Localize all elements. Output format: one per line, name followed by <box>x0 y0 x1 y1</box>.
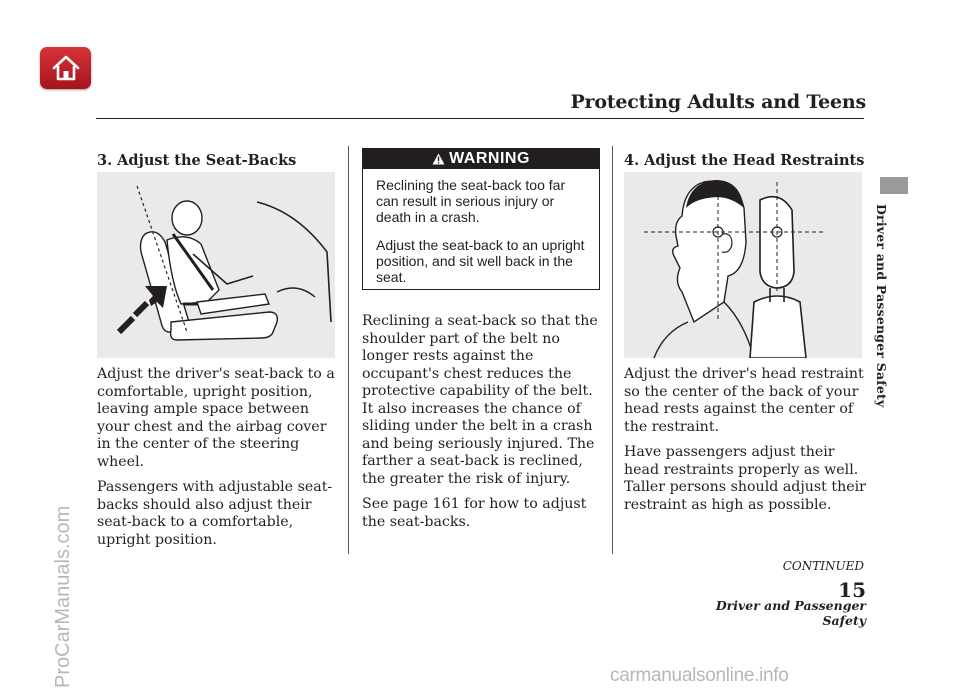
warning-line-1: Reclining the seat-back too far can result in serious injury or death in a crash. <box>376 177 566 225</box>
head-restraints-paragraph-2: Have passengers adjust their head restraints properly as well. Taller persons should adjust their restraint as high as possible. <box>624 444 866 513</box>
seat-backs-paragraph-2: Passengers with adjustable seat-backs should also adjust their seat-back to a comfortable, upright position. <box>97 479 333 548</box>
home-icon <box>51 55 81 81</box>
recline-paragraph-2: See page 161 for how to adjust the seat-backs. <box>362 496 587 530</box>
seated-driver-illustration <box>97 172 335 358</box>
side-watermark: ProCarManuals.com <box>52 505 74 688</box>
continued-label: CONTINUED <box>782 559 864 573</box>
warning-text <box>363 169 599 285</box>
seat-backs-paragraph-1: Adjust the driver's seat-back to a comfortable, upright position, leaving ample space between your chest and the airbag cover in the center of the steering wheel. <box>97 366 335 470</box>
column-divider-left <box>348 146 349 554</box>
warning-line-2: Adjust the seat-back to an upright position, and sit well back in the seat. <box>376 237 585 285</box>
page-number: 15 <box>838 578 866 602</box>
warning-triangle-icon <box>432 153 445 165</box>
seat-backs-text <box>97 366 341 557</box>
section-tab-marker <box>880 177 908 194</box>
head-restraints-text <box>624 366 868 522</box>
head-restraints-heading: 4. Adjust the Head Restraints <box>624 152 865 169</box>
head-restraints-paragraph-1: Adjust the driver's head restraint so the center of the back of your head rests against the center of the restraint. <box>624 366 864 435</box>
warning-label: WARNING <box>449 150 530 167</box>
recline-text <box>362 313 606 539</box>
seat-back-illustration <box>97 172 335 358</box>
warning-box <box>362 148 600 290</box>
recline-paragraph-1: Reclining a seat-back so that the shoulder part of the belt no longer rests against the occupant's chest reduces the protective capability of the belt. It also increases the chance of sliding under the belt in a crash and being seriously injured. The farther a seat-back is reclined, the greater the risk of injury. <box>362 313 598 487</box>
home-button[interactable] <box>40 47 91 89</box>
warning-header <box>363 149 599 169</box>
footer-section-label: Driver and Passenger Safety <box>715 598 866 628</box>
column-divider-right <box>612 146 613 554</box>
header-divider <box>96 118 864 119</box>
head-restraint-profile-illustration <box>624 172 862 358</box>
section-tab-label: Driver and Passenger Safety <box>874 204 889 408</box>
page-title: Protecting Adults and Teens <box>570 91 866 113</box>
head-restraint-illustration <box>624 172 862 358</box>
seat-backs-heading: 3. Adjust the Seat-Backs <box>97 152 297 169</box>
bottom-watermark: carmanualsonline.info <box>610 665 789 686</box>
